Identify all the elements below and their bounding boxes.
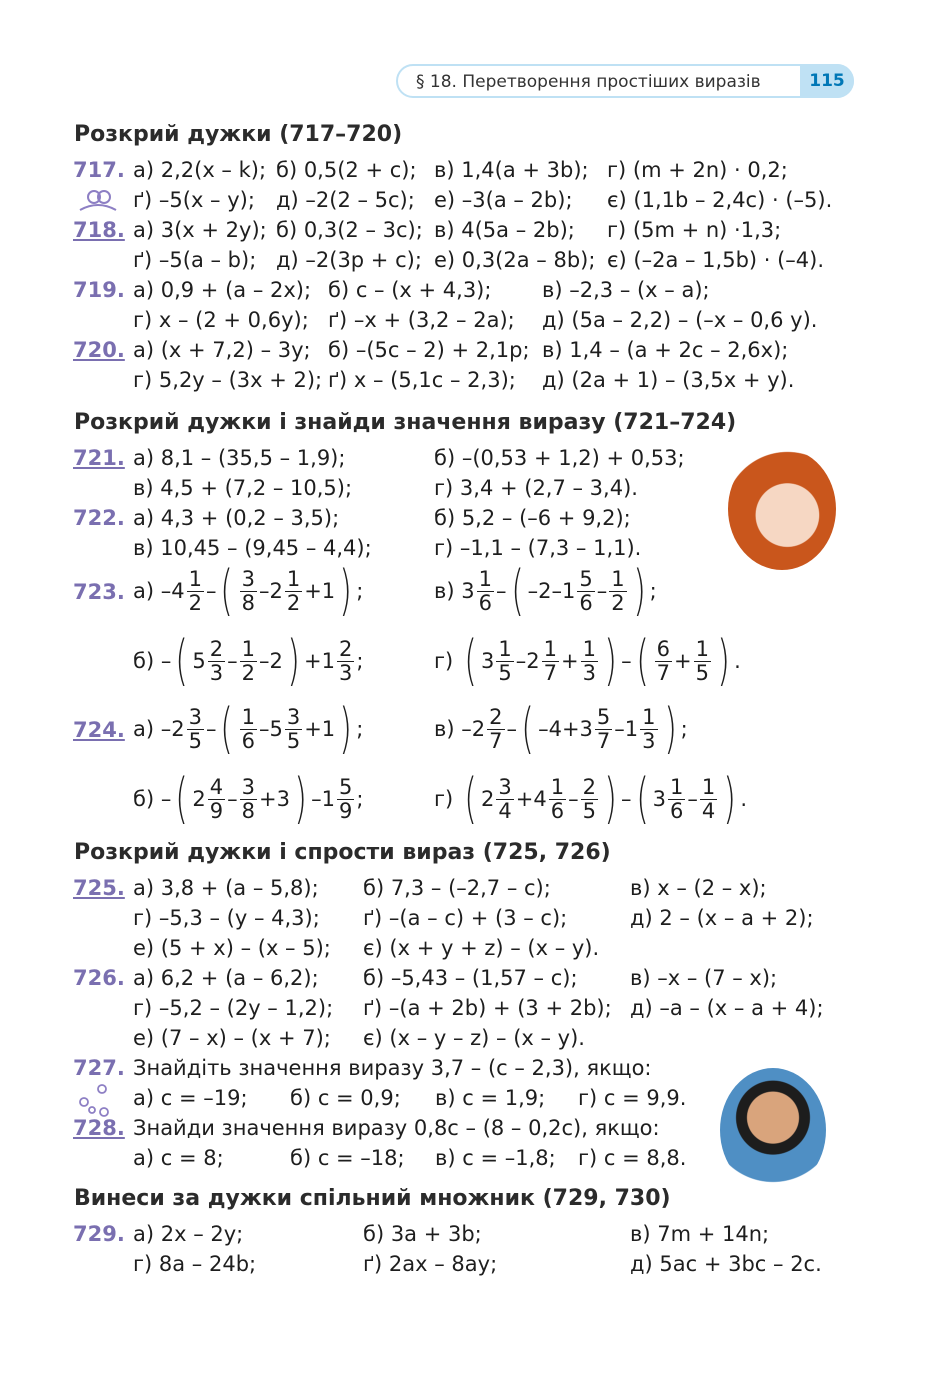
exercise-question: Знайди значення виразу 0,8c – (8 – 0,2c), якщо: bbox=[133, 1116, 660, 1140]
exercise-number: 721. bbox=[73, 446, 125, 470]
fraction-expression: г) ( 2 3 4 +4 1 6 – 2 5 ) – ( 3 1 6 – 1 4 ) . bbox=[434, 767, 748, 830]
fraction-expression: в) 3 1 6 – ( –2–1 5 6 – 1 2 ) ; bbox=[434, 559, 657, 622]
exercise-question: Знайдіть значення виразу 3,7 – (c – 2,3), якщо: bbox=[133, 1056, 652, 1080]
exercise-number: 723. bbox=[73, 580, 125, 604]
fraction-expression: в) –2 2 7 – ( –4+3 5 7 –1 1 3 ) ; bbox=[434, 697, 688, 760]
exercise-number: 725. bbox=[73, 876, 125, 900]
exercise-number: 718. bbox=[73, 218, 125, 242]
chapter-title: § 18. Перетворення простіших виразів bbox=[416, 72, 761, 92]
group-work-icon bbox=[76, 1084, 120, 1118]
exercise-number: 720. bbox=[73, 338, 125, 362]
girl-photo bbox=[728, 448, 836, 570]
page-header bbox=[396, 64, 854, 98]
fraction-expression: а) –4 1 2 – ( 3 8 –2 1 2 +1 ) ; bbox=[133, 559, 364, 622]
fraction-expression: б) – ( 2 4 9 – 3 8 +3 ) –1 5 9 ; bbox=[133, 767, 364, 830]
section-heading: Розкрий дужки і спрости вираз (725, 726) bbox=[74, 840, 611, 865]
exercise-number: 717. bbox=[73, 158, 125, 182]
exercise-number: 726. bbox=[73, 966, 125, 990]
fraction-expression: а) –2 3 5 – ( 1 6 –5 3 5 +1 ) ; bbox=[133, 697, 364, 760]
fraction-expression: г) ( 3 1 5 –2 1 7 + 1 3 ) – ( 6 7 + 1 5 ) . bbox=[434, 629, 741, 692]
exercise-number: 729. bbox=[73, 1222, 125, 1246]
exercise-number: 719. bbox=[73, 278, 125, 302]
section-heading: Розкрий дужки (717–720) bbox=[74, 122, 403, 147]
boy-photo bbox=[720, 1068, 826, 1192]
fraction-expression: б) – ( 5 2 3 – 1 2 –2 ) +1 2 3 ; bbox=[133, 629, 364, 692]
section-heading: Розкрий дужки і знайди значення виразу (721–724) bbox=[74, 410, 737, 435]
exercise-number: 724. bbox=[73, 718, 125, 742]
page-number: 115 bbox=[800, 64, 854, 98]
exercise-number: 722. bbox=[73, 506, 125, 530]
exercise-number: 728. bbox=[73, 1116, 125, 1140]
exercise-number: 727. bbox=[73, 1056, 125, 1080]
pair-work-icon bbox=[76, 188, 120, 212]
section-heading: Винеси за дужки спільний множник (729, 730) bbox=[74, 1186, 671, 1211]
